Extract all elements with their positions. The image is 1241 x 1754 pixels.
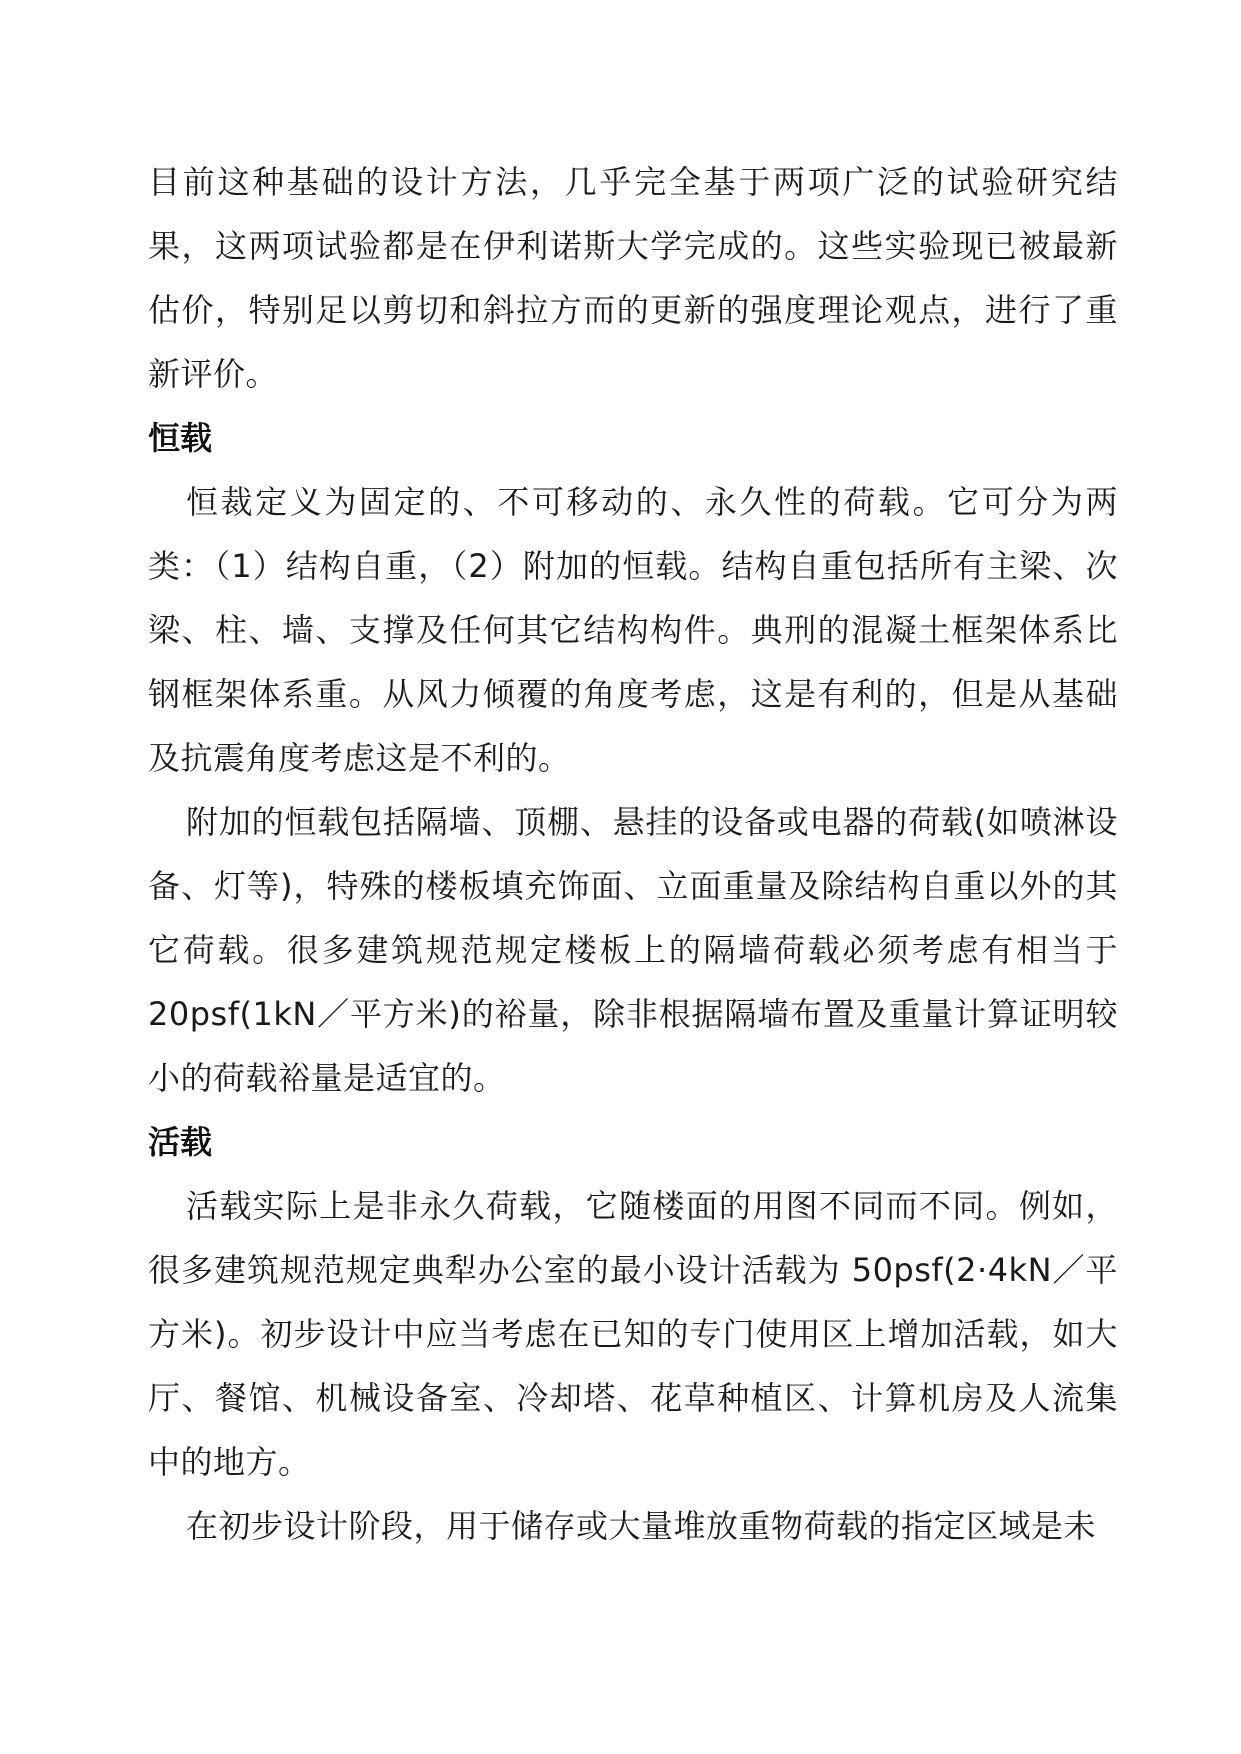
live-load-paragraph-1: 活载实际上是非永久荷载，它随楼面的用图不同而不同。例如，很多建筑规范规定典犁办公室的最小设计活载为 50psf(2·4kN／平方米)。初步设计中应当考虑在已知的专门使用区上增加活载，如大厅、餐馆、机械设备室、冷却塔、花草种植区、计算机房及人流集中的地方。 <box>148 1187 1118 1481</box>
live-load-paragraph-2: 在初步设计阶段，用于储存或大量堆放重物荷载的指定区域是未 <box>186 1507 1097 1545</box>
dead-load-paragraph-2: 附加的恒载包括隔墙、顶棚、悬挂的设备或电器的荷载(如喷淋设备、灯等)，特殊的楼板填充饰面、立面重量及除结构自重以外的其它荷载。很多建筑规范规定楼板上的隔墙荷载必须考虑有相当于 20psf(1kN／平方米)的裕量，除非根据隔墙布置及重量计算证明较小的荷载裕量是适宜的。 <box>148 803 1118 1097</box>
intro-paragraph: 目前这种基础的设计方法，几乎完全基于两项广泛的试验研究结果，这两项试验都是在伊利诺斯大学完成的。这些实验现已被最新估价，特别足以剪切和斜拉方而的更新的强度理论观点，进行了重新评价。 <box>148 163 1118 393</box>
dead-load-heading: 恒载 <box>148 419 213 457</box>
live-load-heading: 活载 <box>148 1123 213 1161</box>
document-page <box>148 150 1118 1558</box>
dead-load-paragraph-1: 恒裁定义为固定的、不可移动的、永久性的荷载。它可分为两类：（1）结构自重，（2）附加的恒载。结构自重包括所有主梁、次梁、柱、墙、支撑及任何其它结构构件。典刑的混凝土框架体系比钢框架体系重。从风力倾覆的角度考虑，这是有利的，但是从基础及抗震角度考虑这是不利的。 <box>148 483 1118 777</box>
